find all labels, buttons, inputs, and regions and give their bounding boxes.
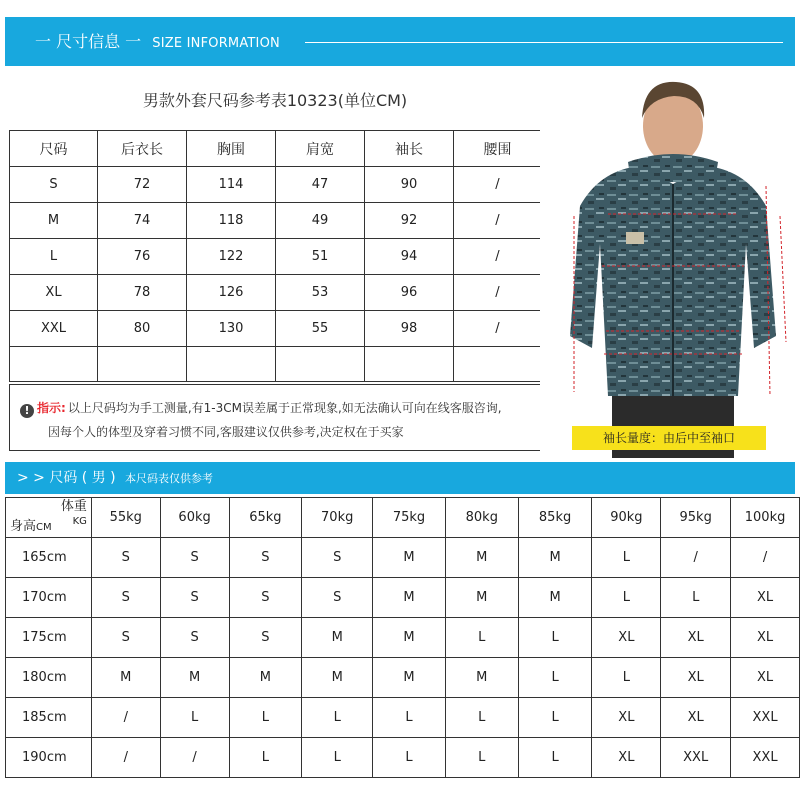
size-chart-cell	[98, 347, 187, 382]
fit-table-weight-header: 60kg	[160, 498, 229, 538]
size-chart-cell: 53	[276, 275, 365, 311]
fit-table-size-cell: S	[229, 538, 302, 578]
fit-table-height-header: 175cm	[6, 618, 92, 658]
fit-table-weight-header: 80kg	[445, 498, 518, 538]
fit-table-size-cell: L	[592, 578, 661, 618]
fit-table-size-cell: /	[731, 538, 800, 578]
fit-table-size-cell: S	[302, 538, 373, 578]
size-chart-header-cell: 尺码	[10, 131, 98, 167]
fit-table-size-cell: L	[373, 738, 446, 778]
size-chart-cell: 47	[276, 167, 365, 203]
size-chart-cell: 126	[187, 275, 276, 311]
fit-table-size-cell: XXL	[731, 738, 800, 778]
size-chart-cell: 118	[187, 203, 276, 239]
fit-table-size-cell: M	[91, 658, 160, 698]
size-chart-cell: 94	[365, 239, 454, 275]
fit-table-size-cell: L	[229, 738, 302, 778]
fit-table-size-cell: L	[592, 538, 661, 578]
size-chart-cell: 72	[98, 167, 187, 203]
size-chart-cell: 98	[365, 311, 454, 347]
size-chart-row	[10, 347, 542, 382]
size-chart-cell	[454, 347, 542, 382]
size-chart-cell	[365, 347, 454, 382]
fit-table-size-cell: XL	[731, 618, 800, 658]
sleeve-measure-label: 袖长量度：由后中至袖口	[572, 426, 766, 450]
fit-table-size-cell: L	[661, 578, 731, 618]
fit-table-size-cell: /	[160, 738, 229, 778]
size-chart-cell: M	[10, 203, 98, 239]
size-chart-cell: L	[10, 239, 98, 275]
size-chart-row	[10, 167, 542, 203]
fit-table-size-cell: L	[373, 698, 446, 738]
fit-table	[5, 497, 800, 778]
fit-table-size-cell: S	[229, 578, 302, 618]
fit-table-size-cell: L	[518, 698, 592, 738]
fit-table-size-cell: L	[302, 738, 373, 778]
fit-table-size-cell: M	[302, 618, 373, 658]
fit-table-height-header: 190cm	[6, 738, 92, 778]
size-chart-row	[10, 275, 542, 311]
size-chart-header-cell: 胸围	[187, 131, 276, 167]
size-chart-cell: 80	[98, 311, 187, 347]
size-chart-caption: 男款外套尺码参考表10323(单位CM)	[142, 91, 408, 110]
model-photo	[540, 66, 795, 458]
fit-table-size-cell: L	[518, 618, 592, 658]
fit-table-weight-header: 75kg	[373, 498, 446, 538]
fit-table-size-cell: L	[445, 698, 518, 738]
corner-height: 身高	[10, 519, 37, 534]
fit-table-weight-header: 70kg	[302, 498, 373, 538]
fit-table-size-cell: M	[160, 658, 229, 698]
fit-table-size-cell: XL	[661, 618, 731, 658]
fit-table-size-cell: S	[160, 618, 229, 658]
fit-table-weight-header: 55kg	[91, 498, 160, 538]
fit-table-size-cell: S	[160, 578, 229, 618]
size-chart-header-cell: 肩宽	[276, 131, 365, 167]
info-icon: !	[20, 404, 34, 418]
size-chart-table	[9, 130, 542, 382]
fit-table-size-cell: XL	[592, 698, 661, 738]
fit-table-size-cell: M	[229, 658, 302, 698]
fit-section-bar	[5, 462, 795, 494]
size-chart-cell: 122	[187, 239, 276, 275]
fit-table-height-header: 180cm	[6, 658, 92, 698]
fit-table-size-cell: M	[373, 538, 446, 578]
size-chart-cell: XXL	[10, 311, 98, 347]
fit-table-size-cell: M	[373, 578, 446, 618]
fit-table-size-cell: L	[445, 618, 518, 658]
fit-table-size-cell: L	[302, 698, 373, 738]
size-chart-cell: 78	[98, 275, 187, 311]
fit-table-row	[6, 698, 800, 738]
size-chart-cell: /	[454, 239, 542, 275]
fit-table-size-cell: XL	[731, 658, 800, 698]
fit-table-size-cell: L	[518, 658, 592, 698]
size-info-title	[35, 17, 280, 66]
fit-table-size-cell: /	[91, 698, 160, 738]
fit-table-size-cell: S	[302, 578, 373, 618]
fit-table-size-cell: XL	[731, 578, 800, 618]
size-chart-cell: 90	[365, 167, 454, 203]
fit-table-size-cell: XL	[661, 658, 731, 698]
size-info-banner	[5, 17, 795, 66]
model-jacket-illustration	[540, 66, 795, 458]
size-chart-row	[10, 203, 542, 239]
size-chart-cell	[276, 347, 365, 382]
fit-table-size-cell: S	[91, 618, 160, 658]
fit-table-size-cell: /	[661, 538, 731, 578]
fit-table-size-cell: M	[445, 578, 518, 618]
size-chart-cell: /	[454, 167, 542, 203]
size-chart-header-cell: 后衣长	[98, 131, 187, 167]
fit-table-weight-header: 90kg	[592, 498, 661, 538]
size-chart-cell	[187, 347, 276, 382]
fit-table-size-cell: S	[229, 618, 302, 658]
size-chart-header-cell: 腰围	[454, 131, 542, 167]
fit-table-weight-header: 85kg	[518, 498, 592, 538]
fit-table-size-cell: L	[445, 738, 518, 778]
fit-table-size-cell: L	[160, 698, 229, 738]
fit-table-height-header: 170cm	[6, 578, 92, 618]
size-chart-cell: 49	[276, 203, 365, 239]
size-info-title-en: SIZE INFORMATION	[152, 36, 280, 51]
note-label: 指示:	[37, 401, 66, 415]
fit-table-size-cell: /	[91, 738, 160, 778]
fit-table-weight-header: 100kg	[731, 498, 800, 538]
fit-table-weight-header: 95kg	[661, 498, 731, 538]
size-chart-cell: /	[454, 311, 542, 347]
fit-table-weight-header: 65kg	[229, 498, 302, 538]
size-chart-cell: 76	[98, 239, 187, 275]
fit-section-subtitle: 本尺码表仅供参考	[125, 472, 213, 485]
fit-table-size-cell: S	[160, 538, 229, 578]
fit-table-size-cell: M	[518, 578, 592, 618]
size-chart-cell: S	[10, 167, 98, 203]
fit-table-height-header: 165cm	[6, 538, 92, 578]
size-chart-cell: /	[454, 203, 542, 239]
size-chart-cell: 74	[98, 203, 187, 239]
size-chart-header-cell: 袖长	[365, 131, 454, 167]
fit-table-size-cell: L	[229, 698, 302, 738]
fit-table-row	[6, 538, 800, 578]
corner-weight-unit: KG	[72, 516, 87, 527]
fit-table-size-cell: M	[445, 538, 518, 578]
fit-table-size-cell: XXL	[731, 698, 800, 738]
fit-table-corner	[6, 498, 92, 538]
fit-table-size-cell: XXL	[661, 738, 731, 778]
corner-height-unit: CM	[36, 522, 52, 533]
fit-table-size-cell: S	[91, 578, 160, 618]
size-info-title-zh: 一 尺寸信息 一	[35, 32, 142, 51]
note-line-2: 因每个人的体型及穿着习惯不同,客服建议仅供参考,决定权在于买家	[48, 425, 404, 439]
fit-table-size-cell: XL	[592, 738, 661, 778]
fit-table-size-cell: S	[91, 538, 160, 578]
size-chart-cell: /	[454, 275, 542, 311]
size-chart-cell: 92	[365, 203, 454, 239]
corner-weight: 体重	[60, 499, 87, 514]
fit-table-row	[6, 618, 800, 658]
size-chart-cell: 51	[276, 239, 365, 275]
fit-table-row	[6, 578, 800, 618]
fit-table-size-cell: L	[518, 738, 592, 778]
fit-table-size-cell: M	[373, 618, 446, 658]
size-chart-row	[10, 239, 542, 275]
fit-table-size-cell: M	[518, 538, 592, 578]
fit-section-title: > > 尺码 ( 男 )	[17, 470, 116, 486]
fit-table-height-header: 185cm	[6, 698, 92, 738]
size-chart-cell: 130	[187, 311, 276, 347]
fit-table-size-cell: M	[373, 658, 446, 698]
size-chart-cell: 55	[276, 311, 365, 347]
measurement-note	[9, 384, 541, 451]
fit-table-size-cell: L	[592, 658, 661, 698]
size-chart-cell	[10, 347, 98, 382]
size-chart-cell: XL	[10, 275, 98, 311]
size-chart-row	[10, 311, 542, 347]
note-line-1: 以上尺码均为手工测量,有1-3CM误差属于正常现象,如无法确认可向在线客服咨询,	[67, 401, 502, 415]
fit-table-size-cell: M	[302, 658, 373, 698]
fit-table-size-cell: XL	[661, 698, 731, 738]
size-chart-cell: 96	[365, 275, 454, 311]
fit-table-row	[6, 738, 800, 778]
fit-table-row	[6, 658, 800, 698]
banner-divider	[305, 42, 783, 43]
fit-table-size-cell: XL	[592, 618, 661, 658]
fit-table-size-cell: M	[445, 658, 518, 698]
size-chart-cell: 114	[187, 167, 276, 203]
